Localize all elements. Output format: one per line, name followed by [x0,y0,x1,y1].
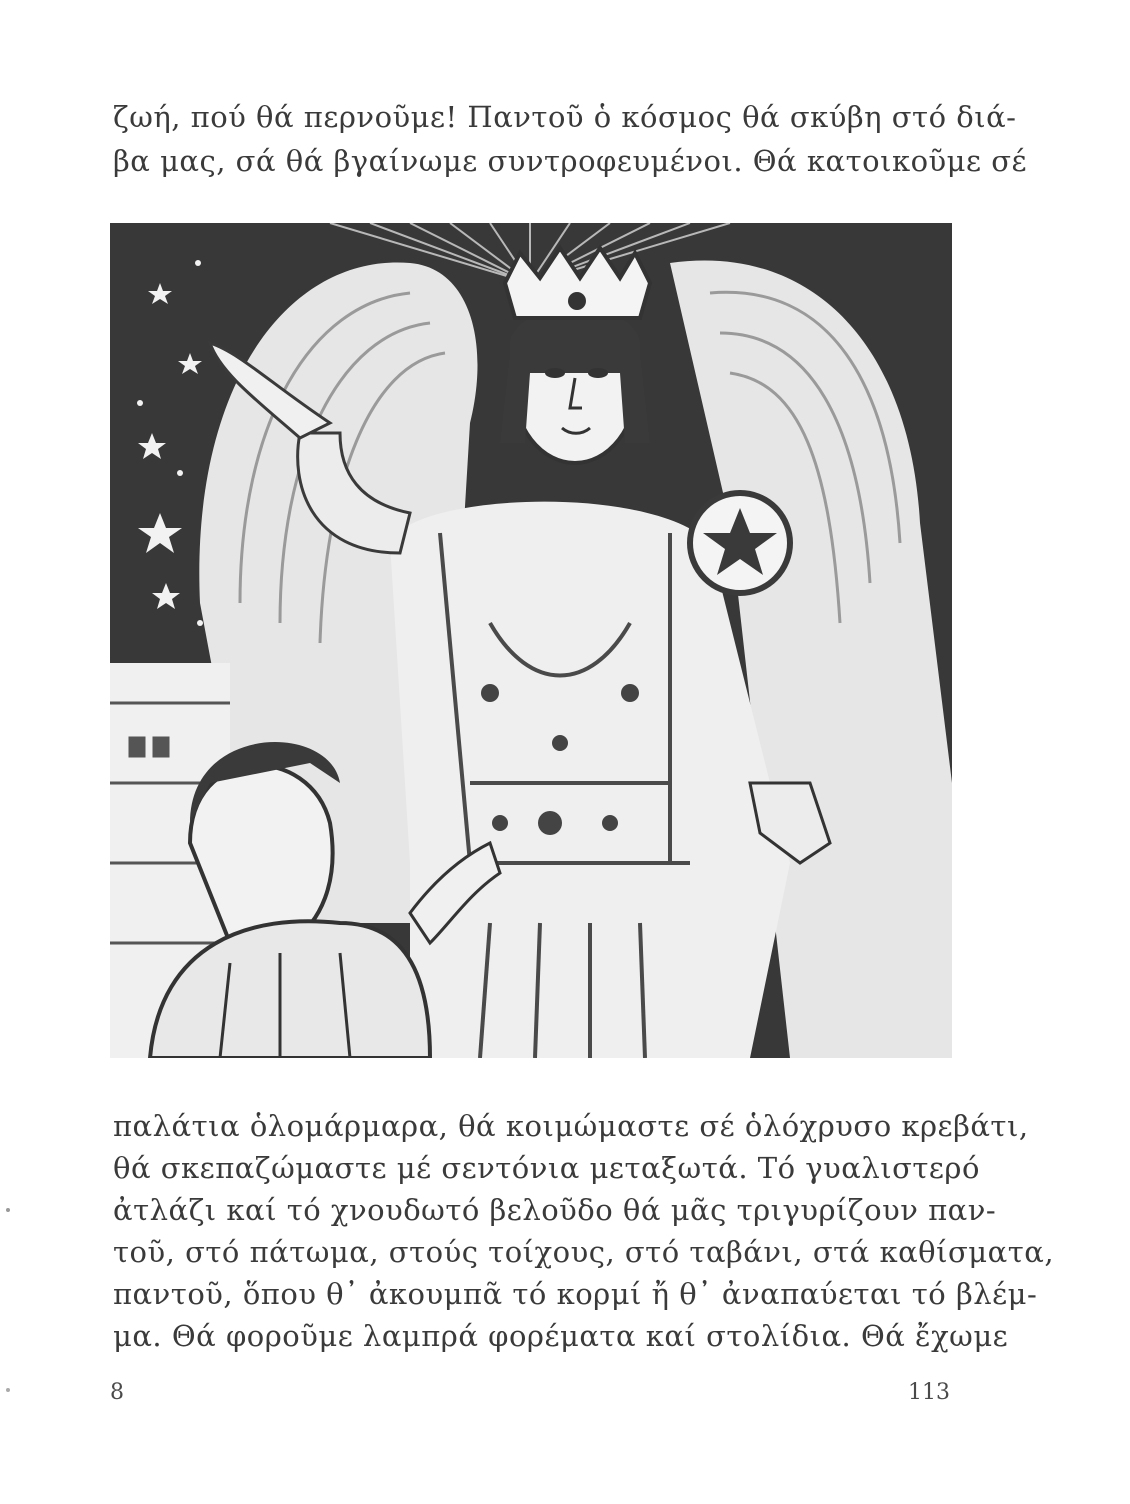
text-line: παλάτια ὁλομάρμαρα, θά κοιμώμαστε σέ ὁλόχρυσο κρεβάτι, [113,1109,1029,1143]
text-line: ζωή, πού θά περνοῦμε! Παντοῦ ὁ κόσμος θά σκύβη στό διά- [113,100,1017,134]
angel-and-boy-image [110,223,952,1058]
woodcut-illustration [110,223,952,1058]
top-paragraph [113,95,1028,183]
bottom-paragraph [113,1105,1055,1357]
text-line: θά σκεπαζώμαστε μέ σεντόνια μεταξωτά. Τό γυαλιστερό [113,1151,980,1185]
text-line: παντοῦ, ὅπου θ᾽ ἀκουμπᾶ τό κορμί ἤ θ᾽ ἀναπαύεται τό βλέμ- [113,1277,1038,1311]
text-line: ἀτλάζι καί τό χνουδωτό βελοῦδο θά μᾶς τριγυρίζουν παν- [113,1193,997,1227]
text-line: βα μας, σά θά βγαίνωμε συντροφευμένοι. Θά κατοικοῦμε σέ [113,144,1028,178]
text-line: μα. Θά φοροῦμε λαμπρά φορέματα καί στολίδια. Θά ἔχωμε [113,1319,1009,1353]
text-line: τοῦ, στό πάτωμα, στούς τοίχους, στό ταβάνι, στά καθίσματα, [113,1235,1055,1269]
signature-mark: 8 [110,1380,124,1405]
page-number: 113 [908,1380,950,1405]
